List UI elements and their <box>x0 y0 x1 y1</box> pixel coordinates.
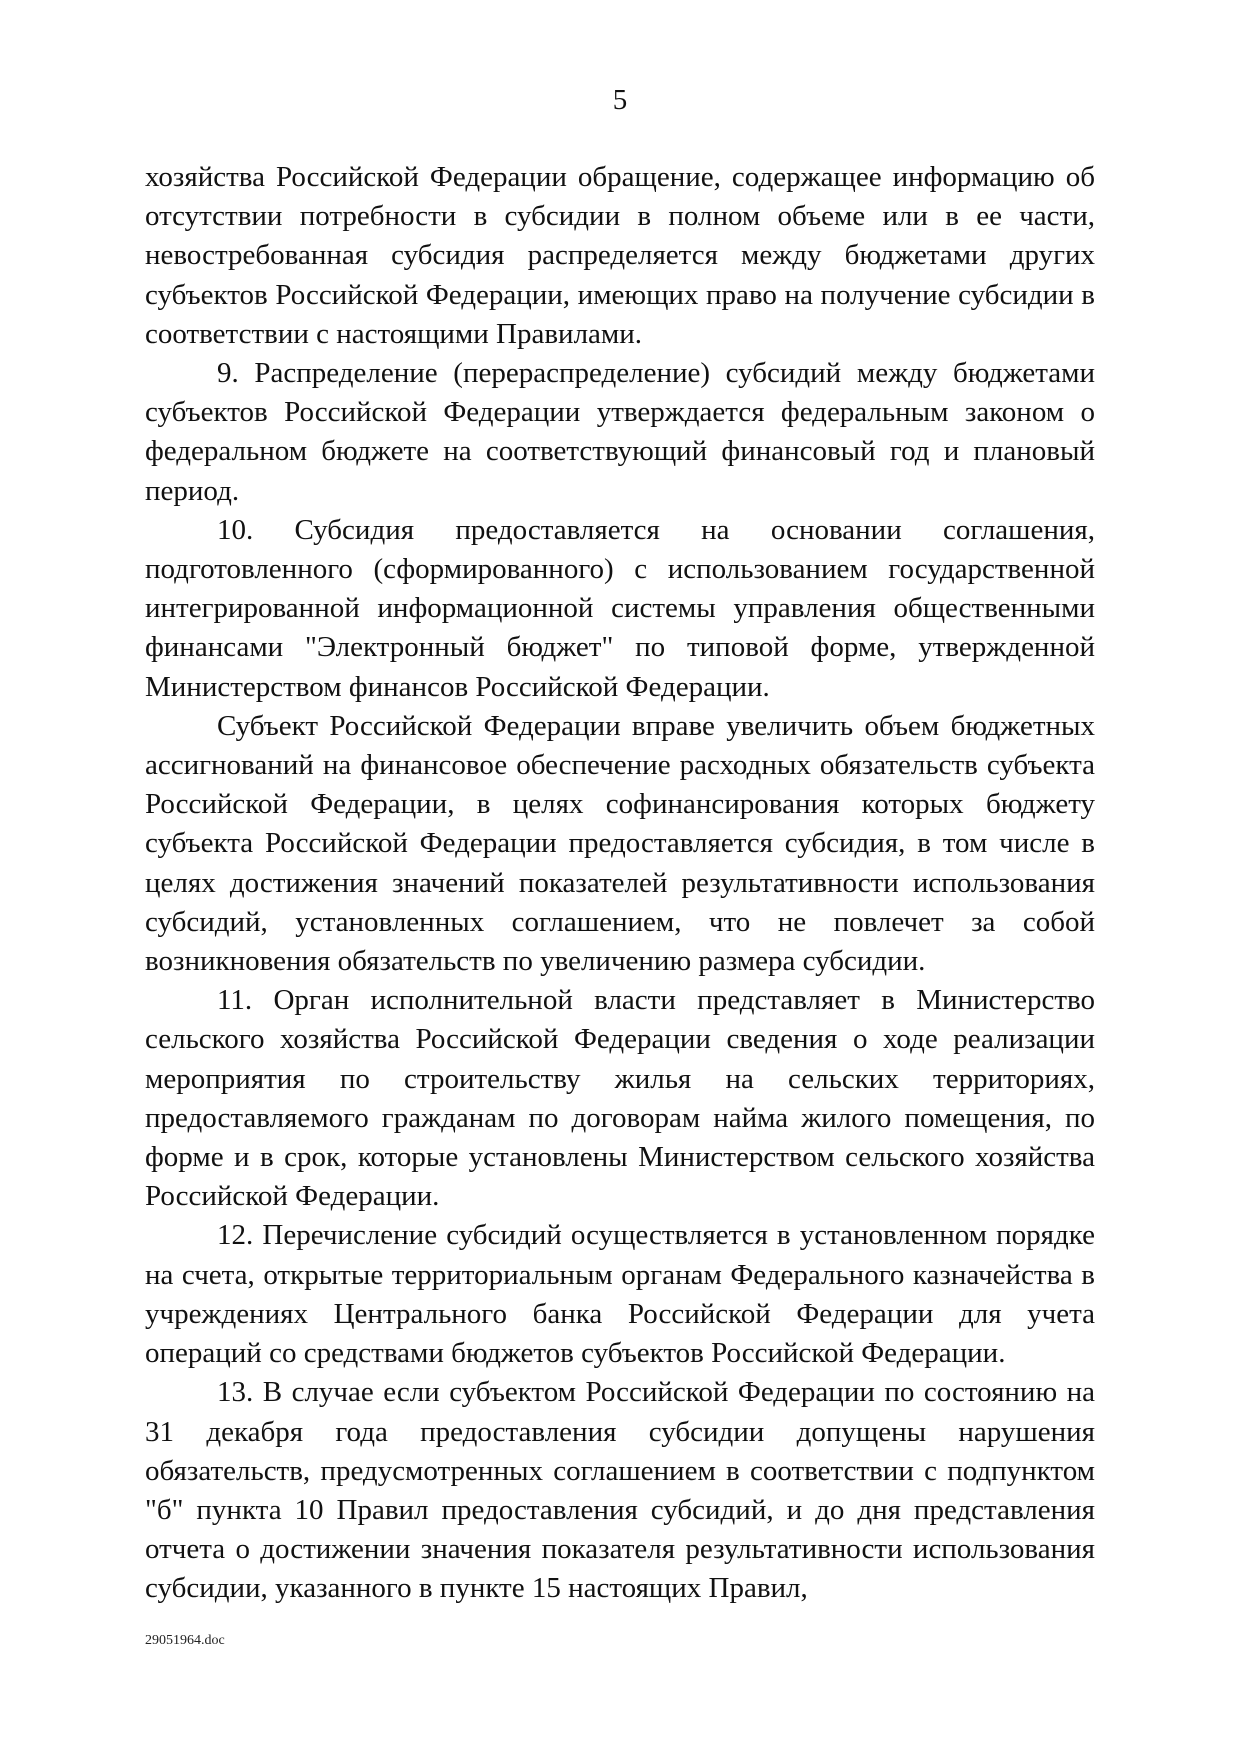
paragraph-continuation: хозяйства Российской Федерации обращение, содержащее информацию об отсутствии потребности в субсидии в полном объеме или в ее части, невостребованная субсидия распределяется между бюджетами других субъектов Российской Федерации, имеющих право на получение субсидии в соответствии с настоящими Правилами. <box>145 161 1095 350</box>
paragraph-item-12: 12. Перечисление субсидий осуществляется в установленном порядке на счета, открытые территориальным органам Федерального казначейства в учреждениях Центрального банка Российской Федерации для учета операций со средствами бюджетов субъектов Российской Федерации. <box>145 1219 1095 1370</box>
page-number: 5 <box>612 84 628 116</box>
paragraph-item-10: 10. Субсидия предоставляется на основании соглашения, подготовленного (сформированного) с использованием государственной интегрированной информационной системы управления общественными финансами "Электронный бюджет" по типовой форме, утвержденной Министерством финансов Российской Федерации. <box>145 513 1095 703</box>
paragraph-item-9: 9. Распределение (перераспределение) субсидий между бюджетами субъектов Российской Федерации утверждается федеральным законом о федеральном бюджете на соответствующий финансовый год и плановый период. <box>145 357 1095 507</box>
paragraph-item-13: 13. В случае если субъектом Российской Федерации по состоянию на 31 декабря года предоставления субсидии допущены нарушения обязательств, предусмотренных соглашением в соответствии с подпунктом "б" пункта 10 Правил предоставления субсидий, и до дня представления отчета о достижении значения показателя результативности использования субсидии, указанного в пункте 15 настоящих Правил, <box>145 1376 1095 1605</box>
paragraph-item-10-subject: Субъект Российской Федерации вправе увеличить объем бюджетных ассигнований на финансовое обеспечение расходных обязательств субъекта Российской Федерации, в целях софинансирования которых бюджету субъекта Российской Федерации предоставляется субсидия, в том числе в целях достижения значений показателей результативности использования субсидий, установленных соглашением, что не повлечет за собой возникновения обязательств по увеличению размера субсидии. <box>145 709 1095 978</box>
footer-filename: 29051964.doc <box>145 1633 225 1648</box>
document-body <box>145 158 1095 1609</box>
paragraph-item-11: 11. Орган исполнительной власти представляет в Министерство сельского хозяйства Российской Федерации сведения о ходе реализации мероприятия по строительству жилья на сельских территориях, предоставляемого гражданам по договорам найма жилого помещения, по форме и в срок, которые установлены Министерством сельского хозяйства Российской Федерации. <box>145 984 1095 1213</box>
